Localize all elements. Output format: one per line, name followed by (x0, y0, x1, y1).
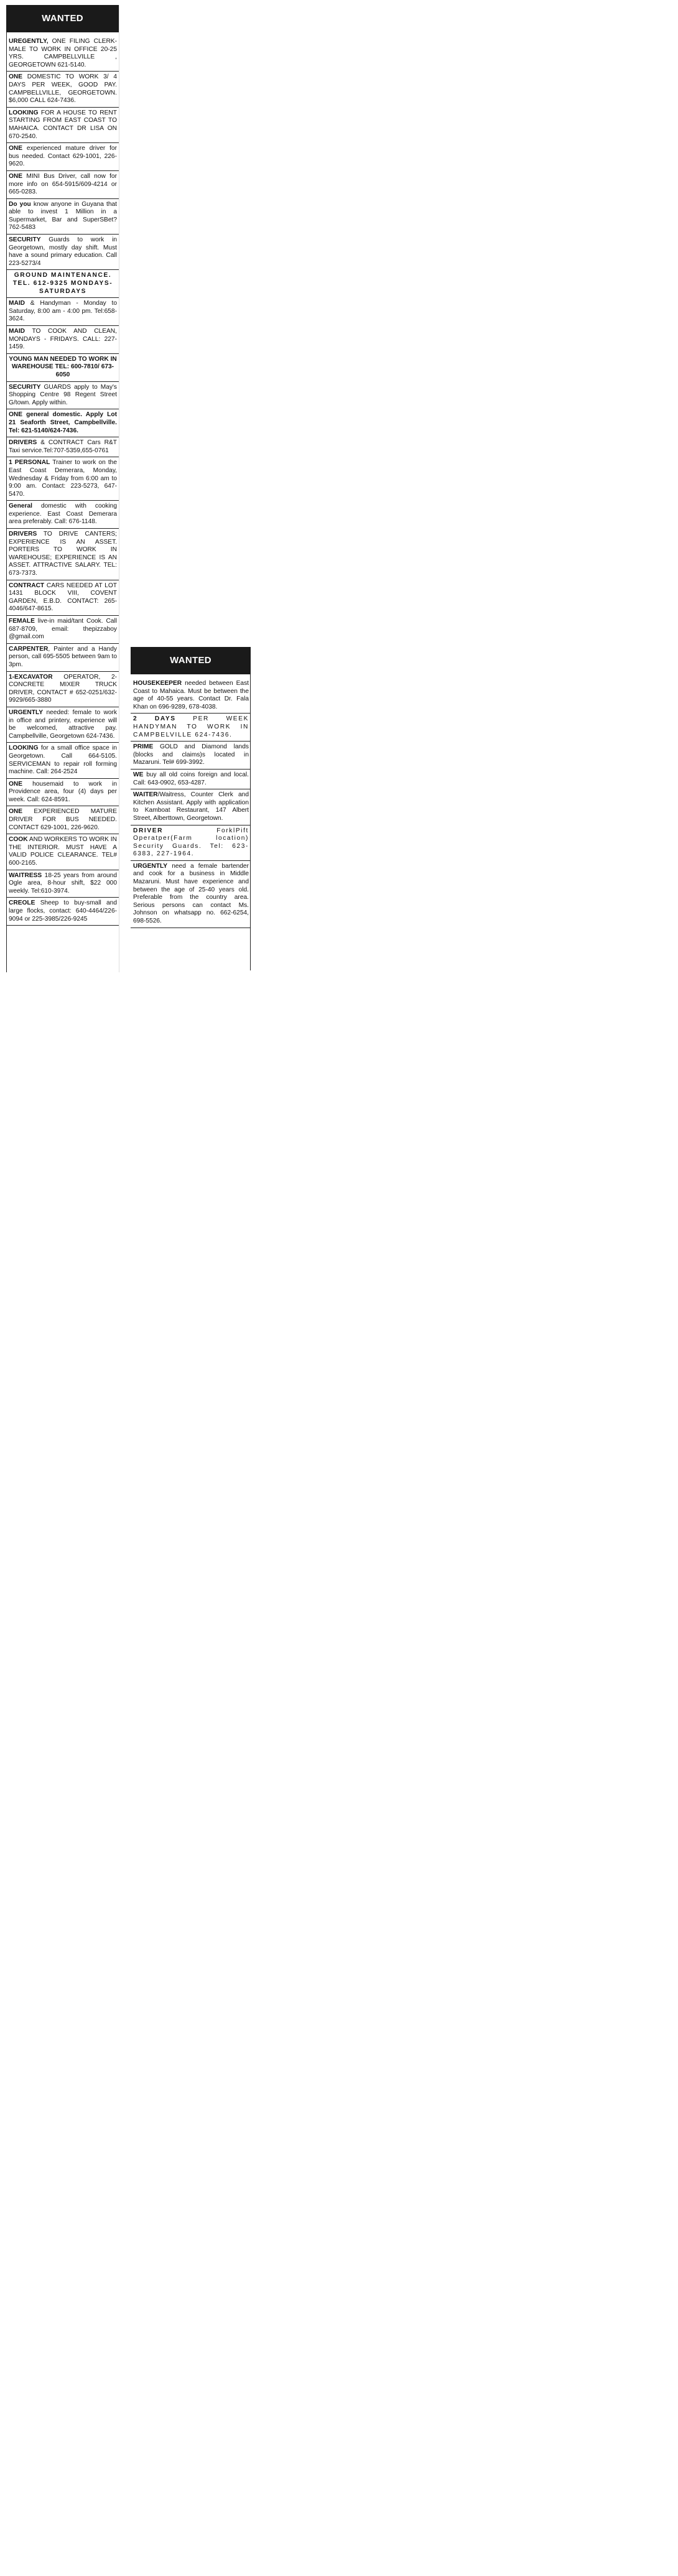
classified-ad (131, 789, 251, 825)
ad-body-text: know anyone in Guyana that able to invest 1 Million in a Supermarket, Bar and SuperSBet? 762-5483 (9, 200, 117, 231)
ad-body-text: & Handyman - Monday to Saturday, 8:00 am - 4:00 pm. Tel:658-3624. (9, 300, 117, 323)
ad-lead-word: MAID (9, 328, 26, 335)
ad-body-text: domestic with cooking experience. East Coast Demerara area preferably. Call: 676-1148. (9, 503, 117, 526)
ad-lead-word: HOUSEKEEPER (133, 680, 182, 687)
ad-body-text: ONE FILING CLERK- MALE TO WORK IN OFFICE 20-25 YRS. CAMPBELLVILLE , GEORGETOWN 621-5140. (9, 38, 117, 68)
classified-ad (6, 270, 119, 298)
ad-lead-word: URGENTLY (9, 709, 44, 716)
classified-ad (6, 779, 119, 807)
ad-lead-word: WAITER (133, 791, 158, 799)
ad-body-text: OPERATOR, 2- CONCRETE MIXER TRUCK DRIVER, CONTACT # 652-0251/632-9929/665-3880 (9, 673, 117, 704)
classified-ad (6, 199, 119, 235)
ad-body-text: FOR A HOUSE TO RENT STARTING FROM EAST COAST TO MAHAICA. CONTACT DR LISA ON 670-2540. (9, 109, 117, 140)
ad-lead-word: ONE (9, 780, 23, 788)
ad-lead-word: ONE (9, 73, 23, 81)
ad-body-text: MINI Bus Driver, call now for more info on 654-5915/609-4214 or 665-0283. (9, 172, 117, 196)
ad-body-text: Sheep to buy-small and large flocks, contact: 640-4464/226-9094 or 225-3985/226-9245 (9, 900, 117, 923)
ad-lead-word: YOUNG MAN NEEDED TO WORK IN WAREHOUSE TEL: 600-7810/ 673-6050 (9, 355, 117, 378)
ad-lead-word: CREOLE (9, 900, 35, 907)
classified-ad (6, 644, 119, 672)
ad-body-text: , Painter and a Handy person, call 695-5505 between 9am to 3pm. (9, 645, 117, 668)
ad-body-text: GUARDS apply to May's Shopping Centre 98 Regent Street G/town. Apply within. (9, 383, 117, 406)
ad-lead-word: UREGENTLY, (9, 38, 49, 45)
ad-body-text: 18-25 years from around Ogle area, 8-hour shift, $22 000 weekly. Tel:610-3974. (9, 872, 117, 895)
ad-lead-word: MAID (9, 300, 26, 307)
ad-body-text: TO COOK AND CLEAN, MONDAYS - FRIDAYS. CALL: 227-1459. (9, 328, 117, 351)
classified-ad (6, 898, 119, 926)
classified-ad (6, 870, 119, 898)
ad-lead-word: DRIVERS (9, 531, 37, 538)
ad-lead-word: ONE general domestic. Apply Lot 21 Seaforth Street, Campbellville. Tel: 621-5140/624-7436. (9, 411, 117, 434)
ad-body-text: EXPERIENCED MATURE DRIVER FOR BUS NEEDED. CONTACT 629-1001, 226-9620. (9, 808, 117, 831)
classified-ad (6, 354, 119, 382)
ad-body-text: experienced mature driver for bus needed. Contact 629-1001, 226-9620. (9, 145, 117, 168)
ad-lead-word: 1 PERSONAL (9, 459, 50, 467)
ad-lead-word: WAITRESS (9, 872, 42, 879)
ad-body-text: /Waitress, Counter Clerk and Kitchen Assistant. Apply with application to Kamboat Restaurant, 147 Albert Street, Alberttown, Georgetown. (133, 791, 249, 822)
classified-ad (6, 672, 119, 707)
ad-lead-word: ONE (9, 145, 23, 152)
ad-lead-word: SECURITY (9, 383, 41, 391)
ad-lead-word: Do you (9, 200, 31, 208)
ad-body-text: Guards to work in Georgetown, mostly day shift. Must have a sound primary education. Call 223-5273/4 (9, 236, 117, 267)
classified-column-2 (131, 647, 251, 928)
classified-ad (6, 108, 119, 143)
classified-ad (131, 742, 251, 770)
ad-lead-word: LOOKING (9, 745, 39, 752)
classified-ad (131, 770, 251, 789)
section-header: WANTED (6, 5, 119, 32)
classified-ad (6, 171, 119, 199)
ad-lead-word: CONTRACT (9, 582, 45, 589)
ad-body-text: AND WORKERS TO WORK IN THE INTERIOR. MUST HAVE A VALID POLICE CLEARANCE. TEL# 600-2165. (9, 836, 117, 867)
ad-list (131, 678, 251, 928)
ad-body-text: buy all old coins foreign and local. Call: 643-0902, 653-4287. (133, 771, 249, 786)
classified-ad (6, 529, 119, 580)
ad-lead-word: ONE (9, 808, 23, 816)
classified-ad (6, 235, 119, 270)
classified-ad (6, 580, 119, 616)
ad-lead-word: General (9, 503, 32, 510)
classified-ad (6, 806, 119, 834)
ad-body-text: need a female bartender and cook for a business in Middle Mazaruni. Must have experience and between the age of 25-40 years old. Preferable from the country area. Serious persons can contact Ms. Johnson on whatsapp no. 662-6254, 698-5526. (133, 862, 249, 925)
ad-lead-word: FEMALE (9, 618, 35, 625)
ad-body-text: needed between East Coast to Mahaica. Must be between the age of 40-55 years. Contact Dr. Fala Khan on 696-9289, 678-4038. (133, 680, 249, 710)
classified-ad (6, 834, 119, 870)
ad-list (6, 36, 119, 926)
ad-body-text: & CONTRACT Cars R&T Taxi service.Tel:707-5359,655-0761 (9, 439, 117, 454)
classified-ad (6, 298, 119, 326)
ad-lead-word: LOOKING (9, 109, 39, 116)
classified-ad (6, 143, 119, 171)
ad-lead-word: CARPENTER (9, 645, 49, 653)
ad-body-text: needed: female to work in office and printery, experience will be welcomed, attractive pay. Campbellville, Georgetown 624-7436. (9, 709, 117, 740)
ad-body-text: Trainer to work on the East Coast Demerara, Monday, Wednesday & Friday from 6:00 am to 9:00 am. Contact: 223-5273, 647-5470. (9, 459, 117, 498)
classified-ad (6, 707, 119, 743)
ad-lead-word: SECURITY (9, 236, 41, 244)
classified-ad (6, 501, 119, 529)
ad-body-text: housemaid to work in Providence area, four (4) days per week. Call: 624-8591. (9, 780, 117, 803)
classified-ad (6, 382, 119, 410)
classified-ad (6, 409, 119, 437)
classified-ad (6, 616, 119, 644)
classified-ad (6, 437, 119, 457)
ad-body-text: PER WEEK HANDYMAN TO WORK IN CAMPBELVILLE 624-7436. (133, 715, 249, 738)
ad-lead-word: URGENTLY (133, 862, 168, 870)
ad-body-text: ForklPift Operatper(Farm location) Security Guards. Tel: 623-6383, 227-1964. (133, 827, 249, 858)
classified-ad (131, 861, 251, 928)
classified-ad (6, 457, 119, 501)
classified-ad (6, 72, 119, 107)
ad-body-text: GOLD and Diamond lands (blocks and claims)s located in Mazaruni. Tel# 699-3992. (133, 743, 249, 766)
ad-lead-word: 2 DAYS (133, 715, 176, 723)
ad-body-text: DOMESTIC TO WORK 3/ 4 DAYS PER WEEK, GOOD PAY. CAMPBELLVILLE, GEORGETOWN. $6,000 CALL 624-7436. (9, 73, 117, 105)
section-header: WANTED (131, 647, 251, 674)
ad-lead-word: WE (133, 771, 144, 778)
classified-ad (131, 714, 251, 742)
ad-body-text: for a small office space in Georgetown. Call 664-5105. SERVICEMAN to repair roll forming machine. Call: 264-2524 (9, 745, 117, 776)
ad-lead-word: DRIVERS (9, 439, 37, 447)
ad-body-text: CARS NEEDED AT LOT 1431 BLOCK VIII, COVENT GARDEN, E.B.D. CONTACT: 265-4046/647-8615. (9, 582, 117, 613)
ad-body-text: live-in maid/tant Cook. Call 687-8709, email: thepizzaboy @gmail.com (9, 618, 117, 641)
classified-ad (6, 743, 119, 778)
classified-ad (6, 36, 119, 72)
ad-lead-word: COOK (9, 836, 28, 844)
ad-lead-word: ONE (9, 172, 23, 180)
classified-ad (131, 825, 251, 861)
ad-lead-word: GROUND MAINTENANCE. TEL. 612-9325 MONDAYS-SATURDAYS (12, 272, 113, 295)
ad-lead-word: PRIME (133, 743, 154, 751)
classified-column-1 (6, 5, 119, 926)
ad-lead-word: 1-EXCAVATOR (9, 673, 53, 681)
ad-lead-word: DRIVER (133, 827, 164, 834)
classified-ad (6, 326, 119, 354)
classified-ad (131, 678, 251, 714)
ad-body-text: TO DRIVE CANTERS; EXPERIENCE IS AN ASSET. PORTERS TO WORK IN WAREHOUSE; EXPERIENCE IS AN ASSET. ATTRACTIVE SALARY. TEL: 673-7373. (9, 531, 117, 577)
